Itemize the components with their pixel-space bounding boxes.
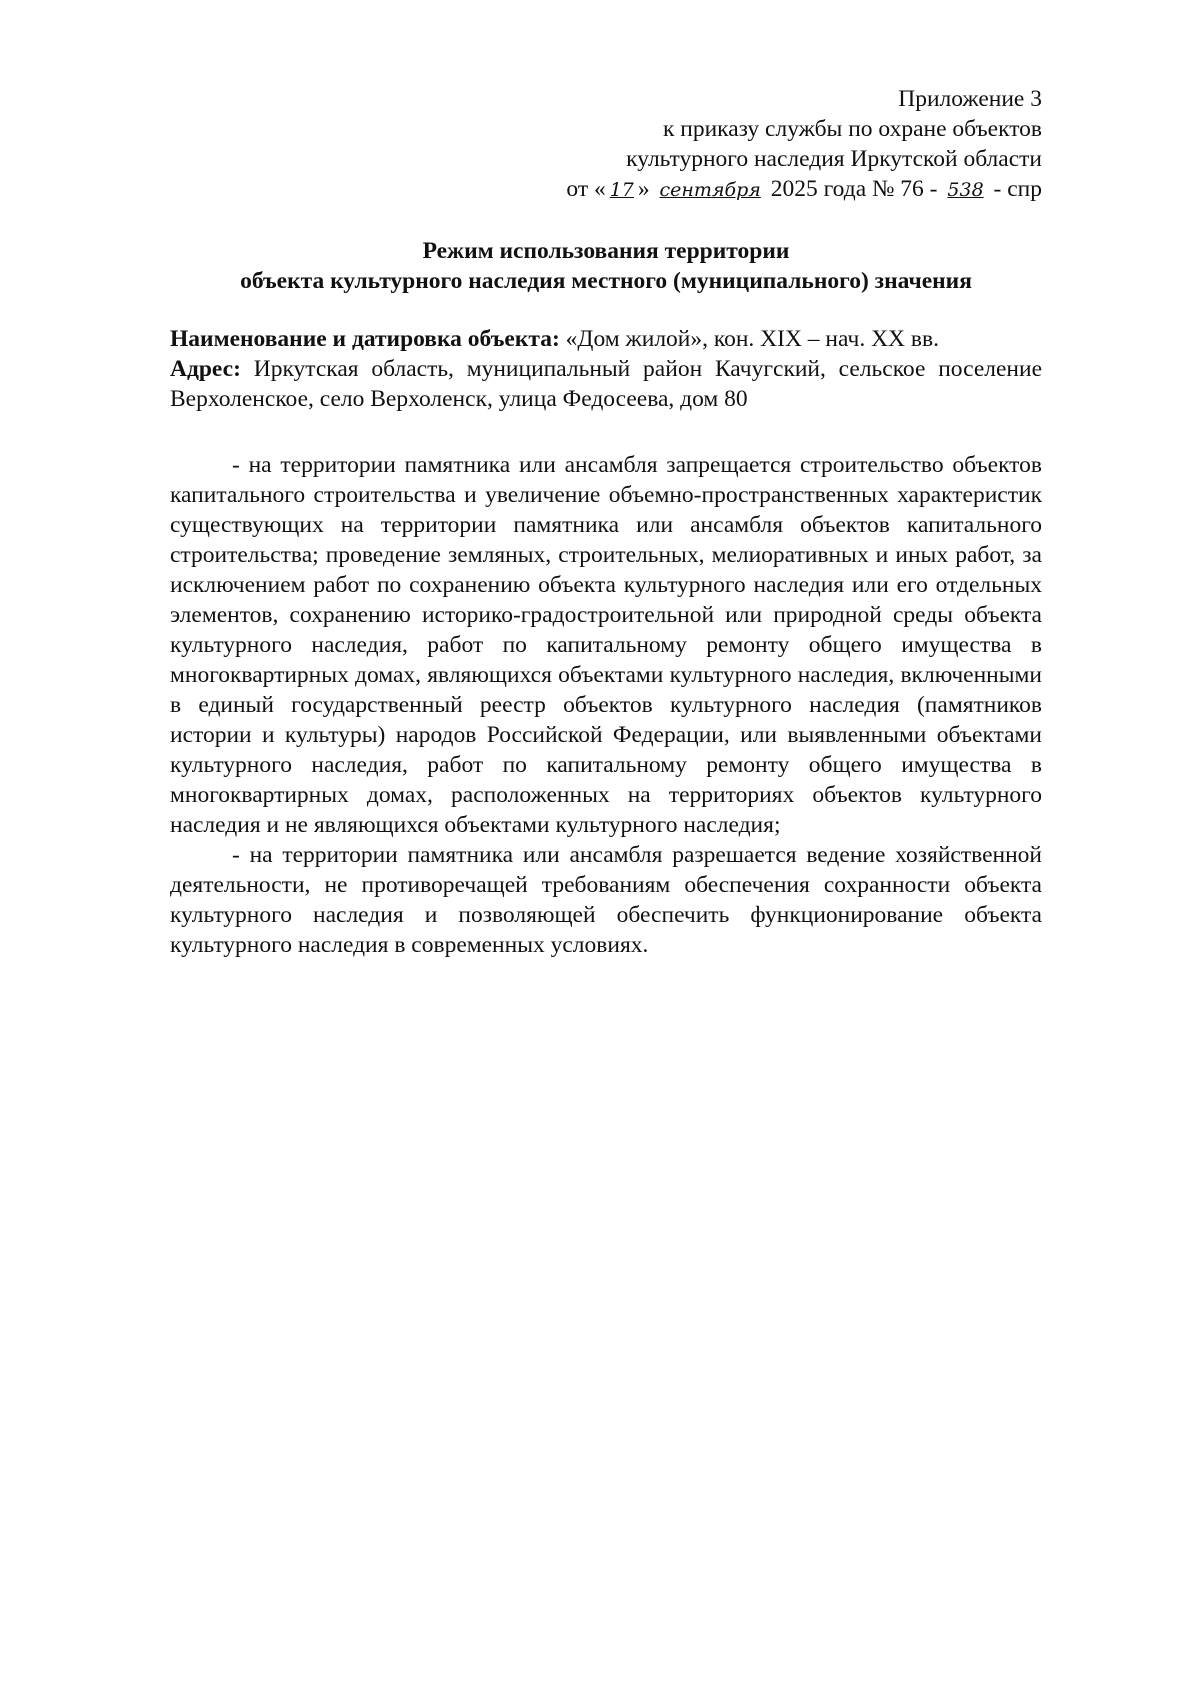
document-title: Режим использования территории объекта культурного наследия местного (муниципального) значения xyxy=(240,238,972,294)
handwritten-month: сентября xyxy=(659,179,761,201)
handwritten-day: 17 xyxy=(609,179,634,201)
order-reference: к приказу службы по охране объектов xyxy=(662,116,1042,142)
appendix-number: Приложение 3 xyxy=(898,86,1042,112)
regime-text xyxy=(170,450,1042,960)
agency-name: культурного наследия Иркутской области xyxy=(626,146,1042,172)
handwritten-number: 538 xyxy=(947,179,984,201)
appendix-header xyxy=(566,84,1042,205)
paragraph-permissions: - на территории памятника или ансамбля разрешается ведение хозяйственной деятельности, не противоречащей требованиям обеспечения сохранности объекта культурного наследия и позволяющей обеспечить функционирование объекта культурного наследия в современных условиях. xyxy=(170,842,1042,958)
paragraph-prohibitions: - на территории памятника или ансамбля запрещается строительство объектов капитального строительства и увеличение объемно-пространственных характеристик существующих на территории памятника или ансамбля объектов капитального строительства; проведение земляных, строительных, мелиоративных и иных работ, за исключением работ по сохранению объекта культурного наследия или его отдельных элементов, сохранению историко-градостроительной или природной среды объекта культурного наследия, работ по капитальному ремонту общего имущества в многоквартирных домах, являющихся объектами культурного наследия, включенными в единый государственный реестр объектов культурного наследия (памятников истории и культуры) народов Российской Федерации, или выявленными объектами культурного наследия, работ по капитальному ремонту общего имущества в многоквартирных домах, расположенных на территориях объектов культурного наследия и не являющихся объектами культурного наследия; xyxy=(170,452,1042,838)
object-info xyxy=(170,324,1042,414)
order-date-line: от « 17 » сентября 2025 года № 76 - 538 - спр xyxy=(566,174,1042,205)
object-address: Адрес: Иркутская область, муниципальный район Качугский, сельское поселение Верхоленское, село Верхоленск, улица Федосеева, дом 80 xyxy=(170,356,1042,412)
object-name: Наименование и датировка объекта: «Дом жилой», кон. XIX – нач. XX вв. xyxy=(170,326,939,352)
